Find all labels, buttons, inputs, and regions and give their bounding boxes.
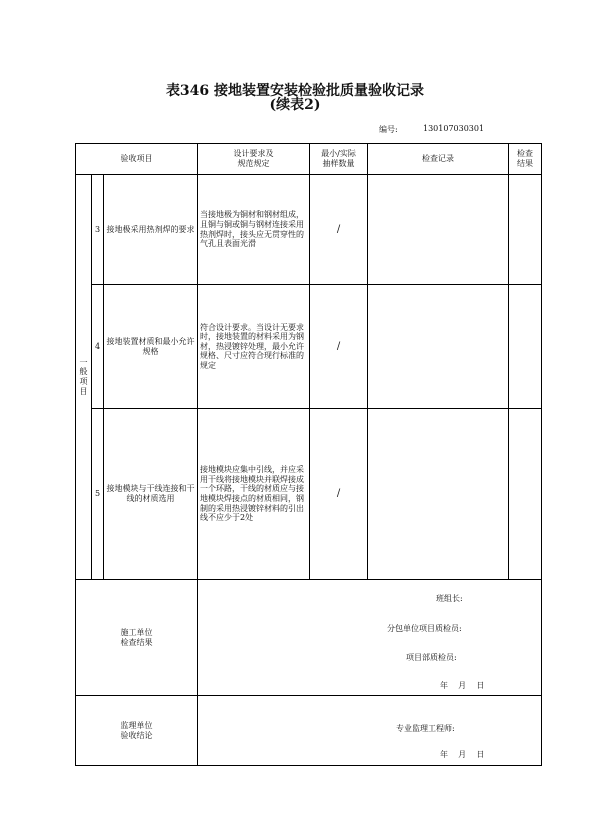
col-item-header: 验收项目 [76,144,198,175]
header-row [76,144,542,175]
col-result-line1: 检查 [517,149,533,159]
row-record[interactable] [368,175,509,285]
col-design-line2: 规范规定 [237,159,270,168]
row-result[interactable] [509,285,542,409]
page-title: 表346 接地装置安装检验批质量验收记录 [165,83,425,99]
col-qty-line2: 抽样数量 [322,159,355,168]
row-number: 5 [92,409,104,580]
supervision-label-line1: 监理单位 [120,720,153,730]
construction-row [76,580,542,696]
supervision-label-line2: 验收结论 [120,730,153,740]
col-design-line1: 设计要求及 [233,149,274,159]
group-label [76,175,92,580]
construction-label [76,580,198,696]
col-result-line2: 结果 [517,159,533,168]
col-qty-line1: 最小/实际 [321,149,356,159]
row-record[interactable] [368,285,509,409]
number-value: 130107030301 [423,124,485,133]
supervision-label [76,696,198,766]
group-char: 项 [79,377,88,386]
number-label: 编号: [379,125,398,134]
table-row [76,285,542,409]
table-row [76,175,542,285]
supervision-engineer-label: 专业监理工程师: [396,724,455,733]
col-record-header: 检查记录 [368,144,509,175]
row-qty: / [310,175,368,285]
row-requirement: 当接地极为铜材和钢材组成，且铜与铜或铜与钢材连接采用热剂焊时，接头应无贯穿性的气孔且表面光滑 [198,175,310,285]
group-char: 目 [79,386,88,396]
construction-label-line2: 检查结果 [120,637,153,647]
row-result[interactable] [509,175,542,285]
col-qty-header [310,144,368,175]
row-qty: / [310,285,368,409]
page-subtitle: (续表2) [269,97,321,113]
row-qty: / [310,409,368,580]
inspection-table [75,143,542,766]
row-item: 接地装置材质和最小允许规格 [104,285,198,409]
row-number: 3 [92,175,104,285]
team-leader-label: 班组长: [436,594,463,603]
group-char: 一 [79,357,88,367]
row-item: 接地极采用热剂焊的要求 [104,175,198,285]
row-requirement: 接地模块应集中引线，并应采用干线将接地模块并联焊接成一个环路，干线的材质应与接地模块焊接点的材质相同，钢制的采用热浸镀锌材料的引出线不应少于2处 [198,409,310,580]
project-inspector-label: 项目部质检员: [406,653,457,662]
group-char: 般 [79,367,88,377]
row-requirement: 符合设计要求。当设计无要求时，接地装置的材料采用为钢材，热浸镀锌处理，最小允许规格、尺寸应符合现行标准的规定 [198,285,310,409]
row-result[interactable] [509,409,542,580]
row-item: 接地模块与干线连接和干线的材质选用 [104,409,198,580]
construction-date: 年 月 日 [440,681,485,690]
row-number: 4 [92,285,104,409]
construction-label-line1: 施工单位 [120,627,153,637]
supervision-date: 年 月 日 [440,750,485,759]
construction-sign-area[interactable] [198,580,542,696]
col-result-header [509,144,542,175]
table-row [76,409,542,580]
col-design-header [198,144,310,175]
supervision-sign-area[interactable] [198,696,542,766]
sub-inspector-label: 分包单位项目质检员: [387,624,462,633]
row-record[interactable] [368,409,509,580]
